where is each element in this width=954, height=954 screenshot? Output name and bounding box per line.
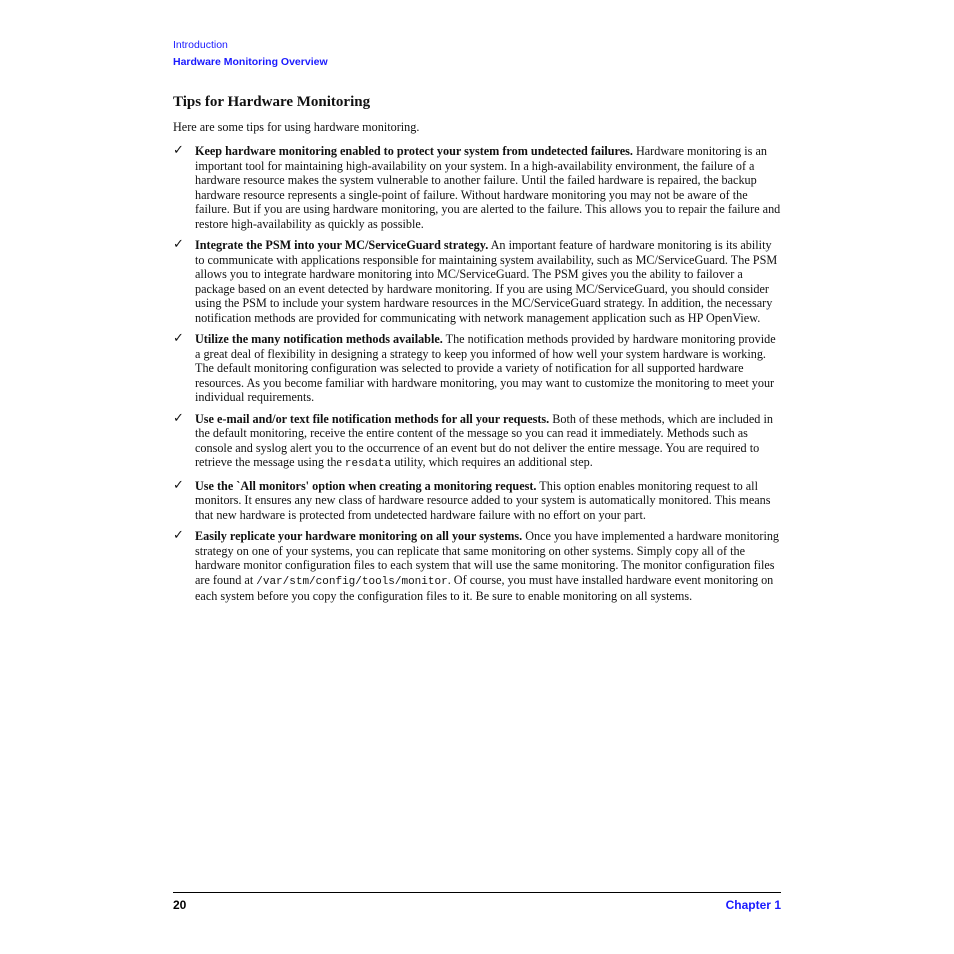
chapter-link[interactable]: Chapter 1 (725, 898, 781, 912)
breadcrumb-introduction[interactable]: Introduction (173, 39, 228, 51)
page-number: 20 (173, 898, 187, 912)
tip-lead: Use e-mail and/or text file notification methods for all your requests. (195, 411, 550, 426)
tips-list (173, 144, 781, 611)
tip-lead: Utilize the many notification methods available. (195, 332, 443, 346)
section-title: Tips for Hardware Monitoring (173, 94, 371, 110)
code-resdata: resdata (344, 458, 392, 470)
breadcrumb (173, 37, 328, 71)
checkmark-icon: ✓ (173, 237, 184, 252)
tip-item (173, 144, 781, 231)
tip-lead: Easily replicate your hardware monitoring on all your systems. (195, 529, 523, 543)
breadcrumb-hardware-monitoring-overview[interactable]: Hardware Monitoring Overview (173, 56, 328, 68)
checkmark-icon: ✓ (173, 528, 184, 543)
tip-text: Once you have implemented a hardware monitoring strategy on one of your systems, you can replicate that same monitoring on other systems. Simply copy all of the hardware monitor configuration files to each system that will use the same monitoring. The monitor configuration files are found at (195, 529, 780, 587)
intro-paragraph: Here are some tips for using hardware monitoring. (173, 120, 420, 134)
code-config-path: /var/stm/config/tools/monitor (256, 575, 448, 588)
tip-text-after: . Of course, you must have installed hardware event monitoring on each system before you copy the configuration files to it. Be sure to enable monitoring on all systems. (195, 572, 774, 603)
tip-lead: Integrate the PSM into your MC/ServiceGuard strategy. (195, 238, 489, 252)
tip-item (173, 479, 781, 523)
checkmark-icon: ✓ (173, 410, 184, 426)
tip-item (173, 412, 781, 472)
tip-item (173, 238, 781, 325)
tip-item (173, 529, 781, 604)
footer-divider (173, 892, 781, 893)
tip-text: An important feature of hardware monitoring is its ability to communicate with applications responsible for maintaining system availability, such as MC/ServiceGuard. The PSM allows you to integrate hardware monitoring into MC/ServiceGuard. The PSM gives you the ability to failover a package based on an event detected by hardware monitoring. If you are using MC/ServiceGuard, you should consider using the PSM to include your system hardware resources in the MC/ServiceGuard strategy. In addition, the necessary notification methods are provided for communicating with network management application such as HP OpenView. (195, 238, 778, 325)
tip-item (173, 332, 781, 405)
tip-text-after: utility, which requires an additional step. (391, 455, 593, 469)
tip-text: The notification methods provided by hardware monitoring provide a great deal of flexibility in designing a strategy to keep you informed of how well your system hardware is working. The default monitoring configuration was selected to provide a variety of notification for all supported hardware resources. As you become familiar with hardware monitoring, you may want to customize the monitoring to meet your individual requirements. (195, 332, 776, 404)
checkmark-icon: ✓ (173, 143, 184, 158)
tip-lead: Keep hardware monitoring enabled to protect your system from undetected failures. (195, 144, 633, 158)
checkmark-icon: ✓ (173, 477, 184, 493)
tip-text: Both of these methods, which are included in the default monitoring, receive the entire content of the message so you can read it immediately. Methods such as console and syslog alert you to the occurrence of an event but do not deliver the entire message. You are required to retrieve the message using the (195, 411, 773, 469)
tip-text: Hardware monitoring is an important tool for maintaining high-availability on your system. In a high-availability environment, the failure of a hardware resource makes the system vulnerable to another failure. Until the failed hardware is repaired, the backup hardware resource represents a single-point of failure. Without hardware monitoring you may not be aware of the failure. But if you are using hardware monitoring, you are alerted to the failure. This allows you to repair the failure and restore high-availability as quickly as possible. (195, 144, 781, 231)
checkmark-icon: ✓ (173, 331, 184, 346)
tip-text: This option enables monitoring request to all monitors. It ensures any new class of hardware resource added to your system is automatically monitored. This means that new hardware is protected from undetected hardware failure with no effort on your part. (195, 478, 771, 522)
tip-lead: Use the `All monitors' option when creating a monitoring request. (195, 478, 537, 493)
